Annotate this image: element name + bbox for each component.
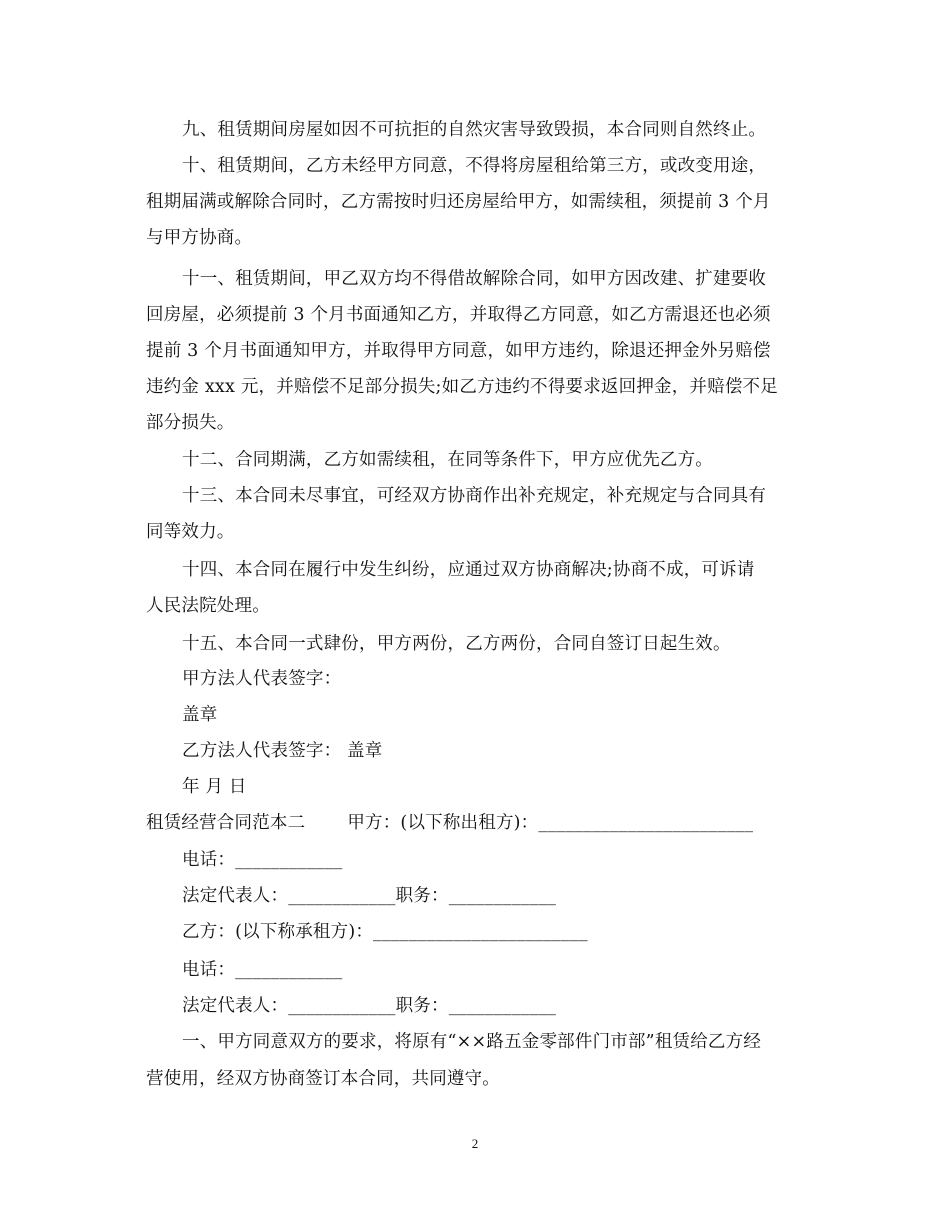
template-heading-line — [146, 811, 753, 835]
party-a-signature-label: 甲方法人代表签字： — [182, 669, 342, 689]
date-label: 年 月 日 — [182, 777, 247, 797]
party-a-representative-field: 法定代表人：____________职务：____________ — [182, 886, 557, 906]
clause-10-line-1: 十、租赁期间，乙方未经甲方同意，不得将房屋租给第三方，或改变用途， — [182, 156, 767, 176]
party-b-representative-field: 法定代表人：____________职务：____________ — [182, 996, 557, 1016]
party-a-field-label: 甲方：(以下称出租方)：________________________ — [347, 813, 754, 833]
page-number: 2 — [471, 1136, 479, 1151]
clause-11-line-4: 违约金 xxx 元，并赔偿不足部分损失;如乙方违约不得要求返回押金，并赔偿不足 — [146, 377, 778, 397]
article-1-line-1: 一、甲方同意双方的要求，将原有“××路五金零部件门市部”租赁给乙方经 — [182, 1032, 762, 1052]
clause-12-line-1: 十二、合同期满，乙方如需续租，在同等条件下，甲方应优先乙方。 — [182, 450, 713, 470]
clause-10-line-2: 租期届满或解除合同时，乙方需按时归还房屋给甲方，如需续租，须提前 3 个月 — [146, 192, 771, 212]
clause-14-line-1: 十四、本合同在履行中发生纠纷，应通过双方协商解决;协商不成，可诉请 — [182, 560, 755, 580]
clause-11-line-3: 提前 3 个月书面通知甲方，并取得甲方同意，如甲方违约，除退还押金外另赔偿 — [146, 341, 771, 361]
party-b-phone-field: 电话：____________ — [182, 960, 343, 980]
party-a-phone-field: 电话：____________ — [182, 850, 343, 870]
clause-15-line-1: 十五、本合同一式肆份，甲方两份，乙方两份，合同自签订日起生效。 — [182, 634, 731, 654]
party-b-signature-label: 乙方法人代表签字： 盖章 — [182, 741, 383, 761]
clause-13-line-1: 十三、本合同未尽事宜，可经双方协商作出补充规定，补充规定与合同具有 — [182, 486, 767, 506]
party-a-seal-label: 盖章 — [182, 705, 218, 725]
clause-11-line-1: 十一、租赁期间，甲乙双方均不得借故解除合同，如甲方因改建、扩建要收 — [182, 269, 767, 289]
clause-9-line-1: 九、租赁期间房屋如因不可抗拒的自然灾害导致毁损，本合同则自然终止。 — [182, 120, 767, 140]
clause-10-line-3: 与甲方协商。 — [146, 228, 253, 248]
clause-14-line-2: 人民法院处理。 — [146, 596, 270, 616]
clause-11-line-2: 回房屋，必须提前 3 个月书面通知乙方，并取得乙方同意，如乙方需退还也必须 — [146, 305, 771, 325]
article-1-line-2: 营使用，经双方协商签订本合同，共同遵守。 — [146, 1069, 500, 1089]
party-b-field: 乙方：(以下称承租方)：________________________ — [182, 922, 588, 942]
clause-13-line-2: 同等效力。 — [146, 522, 235, 542]
template-title: 租赁经营合同范本二 — [146, 813, 306, 833]
clause-11-line-5: 部分损失。 — [146, 413, 235, 433]
